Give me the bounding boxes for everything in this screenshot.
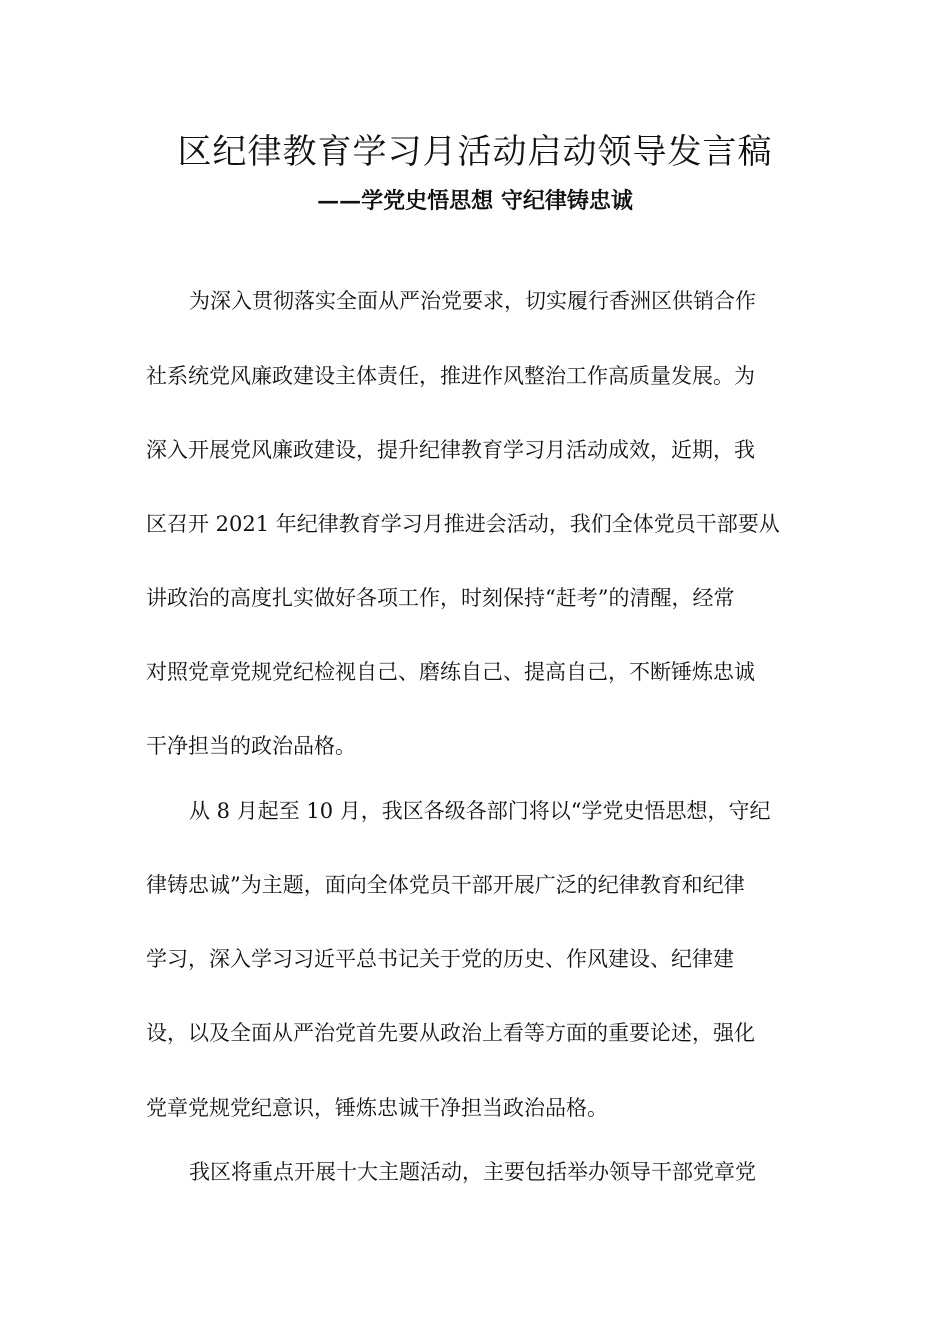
paragraph-line: 讲政治的高度扎实做好各项工作，时刻保持“赶考”的清醒，经常	[146, 586, 735, 610]
paragraph-line: 干净担当的政治品格。	[146, 734, 356, 758]
paragraph-line: 律铸忠诚”为主题，面向全体党员干部开展广泛的纪律教育和纪律	[146, 873, 745, 897]
paragraph-line: 对照党章党规党纪检视自己、磨练自己、提高自己，不断锤炼忠诚	[146, 660, 755, 684]
document-title: 区纪律教育学习月活动启动领导发言稿	[177, 132, 773, 172]
paragraph-line: 区召开 2021 年纪律教育学习月推进会活动，我们全体党员干部要从	[146, 512, 780, 536]
paragraph-line: 从 8 月起至 10 月，我区各级各部门将以“学党史悟思想，守纪	[189, 799, 771, 823]
paragraph-line: 设，以及全面从严治党首先要从政治上看等方面的重要论述，强化	[146, 1021, 755, 1045]
paragraph-line: 党章党规党纪意识，锤炼忠诚干净担当政治品格。	[146, 1096, 608, 1120]
paragraph-line: 我区将重点开展十大主题活动，主要包括举办领导干部党章党	[189, 1160, 756, 1184]
paragraph-line: 学习，深入学习习近平总书记关于党的历史、作风建设、纪律建	[146, 947, 734, 971]
paragraph-line: 为深入贯彻落实全面从严治党要求，切实履行香洲区供销合作	[189, 289, 756, 313]
paragraph-line: 社系统党风廉政建设主体责任，推进作风整治工作高质量发展。为	[146, 364, 755, 388]
document-subtitle: ——学党史悟思想 守纪律铸忠诚	[317, 188, 633, 214]
paragraph-line: 深入开展党风廉政建设，提升纪律教育学习月活动成效，近期，我	[146, 438, 755, 462]
